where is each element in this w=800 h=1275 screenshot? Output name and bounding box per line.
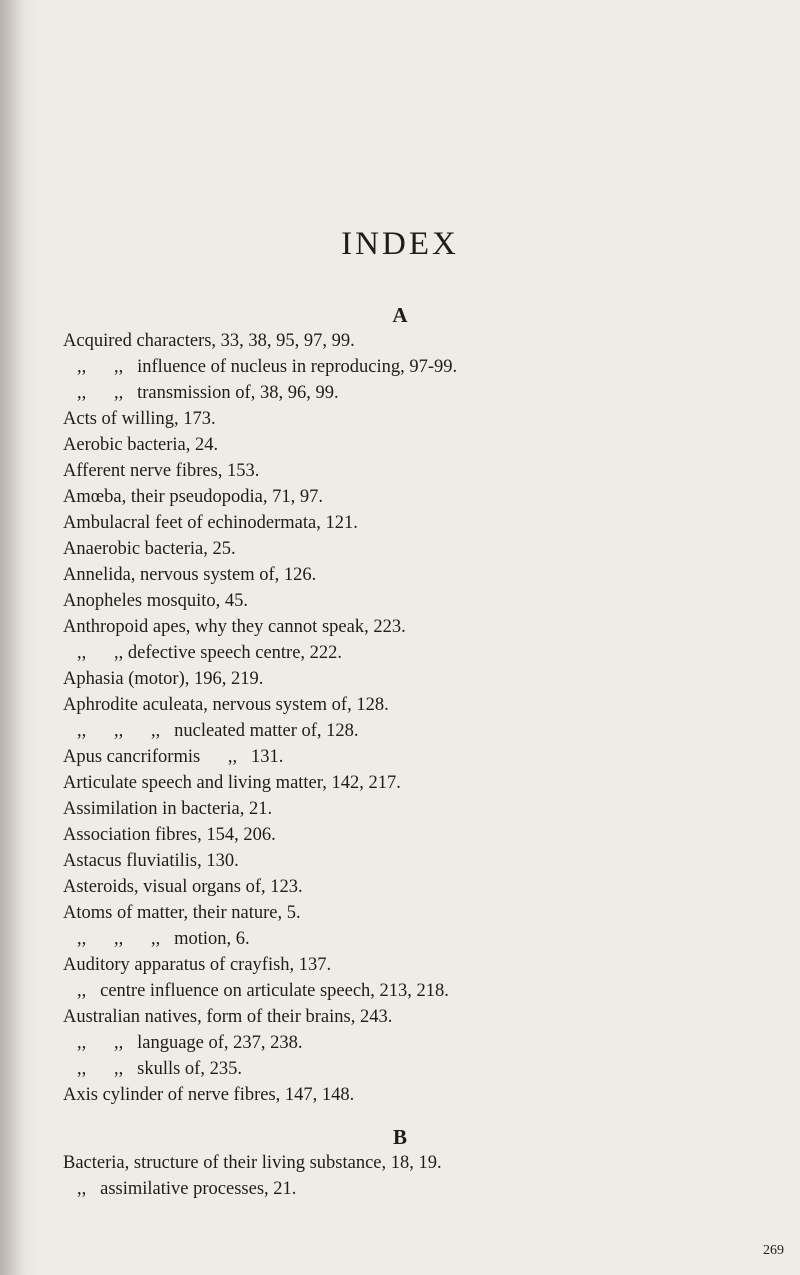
index-entry: ,, ,, ,, nucleated matter of, 128. xyxy=(77,721,359,741)
index-entry: ,, ,, ,, motion, 6. xyxy=(77,929,250,949)
index-entry: ,, ,, defective speech centre, 222. xyxy=(77,643,343,663)
index-entry: Australian natives, form of their brains, 243. xyxy=(63,1007,393,1027)
index-entry: ,, ,, influence of nucleus in reproducing, 97-99. xyxy=(77,357,458,377)
index-entry: Acquired characters, 33, 38, 95, 97, 99. xyxy=(63,331,355,351)
index-entry: Articulate speech and living matter, 142, 217. xyxy=(63,773,401,793)
index-entry: Anopheles mosquito, 45. xyxy=(63,591,248,611)
index-entry: Atoms of matter, their nature, 5. xyxy=(63,903,301,923)
index-entry: Assimilation in bacteria, 21. xyxy=(63,799,273,819)
page-number: 269 xyxy=(763,1243,784,1258)
index-entry: ,, ,, skulls of, 235. xyxy=(77,1059,242,1079)
index-entry: ,, ,, language of, 237, 238. xyxy=(77,1033,303,1053)
index-entry: Astacus fluviatilis, 130. xyxy=(63,851,239,871)
index-entry: Ambulacral feet of echinodermata, 121. xyxy=(63,513,358,533)
index-entry: ,, ,, transmission of, 38, 96, 99. xyxy=(77,383,339,403)
section-letter-b: B xyxy=(392,1125,407,1149)
index-entry: Apus cancriformis ,, 131. xyxy=(63,747,284,767)
index-entry: ,, assimilative processes, 21. xyxy=(77,1179,297,1199)
index-entry: Anaerobic bacteria, 25. xyxy=(63,539,236,559)
index-entry: Asteroids, visual organs of, 123. xyxy=(63,877,303,897)
index-entry: Auditory apparatus of crayfish, 137. xyxy=(63,955,332,975)
index-entry: Bacteria, structure of their living substance, 18, 19. xyxy=(63,1153,442,1173)
page-binding-shadow xyxy=(0,0,26,1275)
index-entry: Aphrodite aculeata, nervous system of, 128. xyxy=(63,695,389,715)
index-entry: ,, centre influence on articulate speech, 213, 218. xyxy=(77,981,449,1001)
index-entry: Aerobic bacteria, 24. xyxy=(63,435,219,455)
index-entry: Annelida, nervous system of, 126. xyxy=(63,565,317,585)
section-letter-a: A xyxy=(392,303,408,327)
index-entry: Aphasia (motor), 196, 219. xyxy=(63,669,264,689)
index-entry: Axis cylinder of nerve fibres, 147, 148. xyxy=(63,1085,355,1105)
index-entry: Acts of willing, 173. xyxy=(63,409,216,429)
index-entry: Anthropoid apes, why they cannot speak, 223. xyxy=(63,617,406,637)
index-entry: Afferent nerve fibres, 153. xyxy=(63,461,260,481)
index-entry: Association fibres, 154, 206. xyxy=(63,825,276,845)
index-title: INDEX xyxy=(341,226,459,262)
index-entry: Amœba, their pseudopodia, 71, 97. xyxy=(63,487,323,507)
